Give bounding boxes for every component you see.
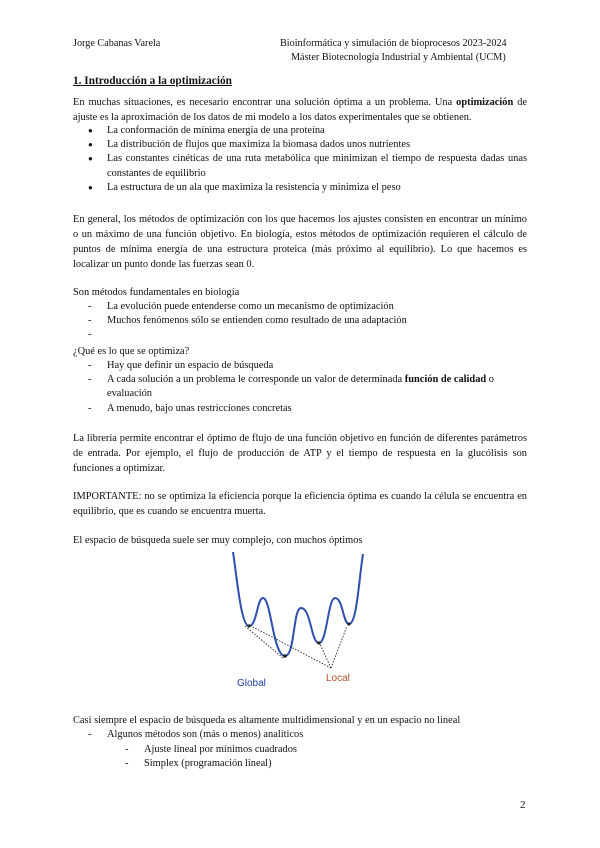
header-author: Jorge Cabanas Varela bbox=[73, 38, 161, 49]
section-title: 1. Introducción a la optimización bbox=[73, 75, 232, 87]
list-item: - La evolución puede entenderse como un mecanismo de optimización bbox=[107, 300, 527, 314]
objective-function-curve bbox=[233, 552, 363, 656]
global-pointer-line bbox=[245, 626, 283, 658]
local-pointer-line bbox=[320, 644, 331, 668]
what-list bbox=[107, 359, 532, 416]
intro-text-pre: En muchas situaciones, es necesario encontrar una solución óptima a un problema. Una bbox=[73, 97, 457, 108]
local-pointer-line bbox=[331, 626, 347, 668]
intro-bold-term: optimización bbox=[456, 97, 514, 108]
library-paragraph: La librería permite encontrar el óptimo de flujo de una función objetivo en función de diferentes parámetros de entrada. Por ejemplo, el flujo de producción de ATP y el tiempo de respuesta en la glucólisis son funciones a optimizar. bbox=[73, 433, 527, 474]
figure-caption: El espacio de búsqueda suele ser muy complejo, con muchos óptimos bbox=[73, 535, 363, 546]
header-program: Máster Biotecnología Industrial y Ambiental (UCM) bbox=[291, 52, 506, 63]
multidimensional-line: Casi siempre el espacio de búsqueda es altamente multidimensional y en un espacio no lineal bbox=[73, 715, 461, 726]
header-course: Bioinformática y simulación de bioprocesos 2023-2024 bbox=[280, 38, 507, 49]
quality-function-term: función de calidad bbox=[404, 374, 487, 386]
intro-text-post: de ajuste es la aproximación de los datos de mi modelo a los datos experimentales que se obtienen. bbox=[73, 97, 528, 123]
general-paragraph: En general, los métodos de optimización con los que hacemos los ajustes consisten en encontrar un mínimo o un máximo de una función objetivo. En biología, estos métodos de optimización requieren el cálculo de puntos de mínima energía de una estructura proteica (más próximo al equilibrio). Lo que hacemos es localizar un punto donde las fuerzas sean 0. bbox=[73, 214, 527, 270]
list-item: - Hay que definir un espacio de búsqueda bbox=[107, 359, 532, 373]
list-item: - Ajuste lineal por mínimos cuadrados bbox=[144, 743, 504, 757]
local-minimum-marker bbox=[317, 641, 320, 644]
quality-text-post: o evaluación bbox=[107, 374, 494, 400]
local-minimum-marker bbox=[247, 624, 250, 627]
global-label: Global bbox=[237, 678, 266, 689]
what-heading: ¿Qué es lo que se optimiza? bbox=[73, 346, 190, 357]
intro-paragraph bbox=[73, 95, 527, 125]
methods-intro-list bbox=[107, 728, 507, 742]
local-label: Local bbox=[326, 673, 350, 684]
biology-list bbox=[107, 300, 527, 343]
list-item: - Simplex (programación lineal) bbox=[144, 757, 504, 771]
biology-heading: Son métodos fundamentales en biología bbox=[73, 287, 240, 298]
quality-text-pre: A cada solución a un problema le corresponde un valor de determinada bbox=[107, 374, 405, 386]
list-item: - A menudo, bajo unas restricciones concretas bbox=[107, 402, 532, 416]
list-item bbox=[107, 328, 527, 342]
page-number: 2 bbox=[520, 799, 526, 811]
methods-list bbox=[144, 743, 504, 771]
list-item: ● Las constantes cinéticas de una ruta metabólica que minimizan el tiempo de respuesta dadas unas constantes de equilibrio bbox=[107, 152, 527, 180]
list-item: - Muchos fenómenos sólo se entienden como resultado de una adaptación bbox=[107, 314, 527, 328]
list-item: ● La estructura de un ala que maximiza la resistencia y minimiza el peso bbox=[107, 181, 527, 195]
global-minimum-marker bbox=[283, 654, 287, 658]
important-paragraph: IMPORTANTE: no se optimiza la eficiencia porque la eficiencia óptima es cuando la célula se encuentra en equilibrio, que es cuando se encuentra muerta. bbox=[73, 491, 527, 517]
list-item: ● La distribución de flujos que maximiza la biomasa dados unos nutrientes bbox=[107, 138, 527, 152]
list-item bbox=[107, 373, 532, 401]
local-pointer-line bbox=[251, 626, 331, 668]
list-item: ● La conformación de mínima energía de una proteína bbox=[107, 124, 527, 138]
optimization-landscape-figure bbox=[225, 548, 370, 693]
list-item: - Algunos métodos son (más o menos) analíticos bbox=[107, 728, 507, 742]
local-minimum-marker bbox=[347, 622, 350, 625]
examples-list bbox=[107, 124, 527, 195]
